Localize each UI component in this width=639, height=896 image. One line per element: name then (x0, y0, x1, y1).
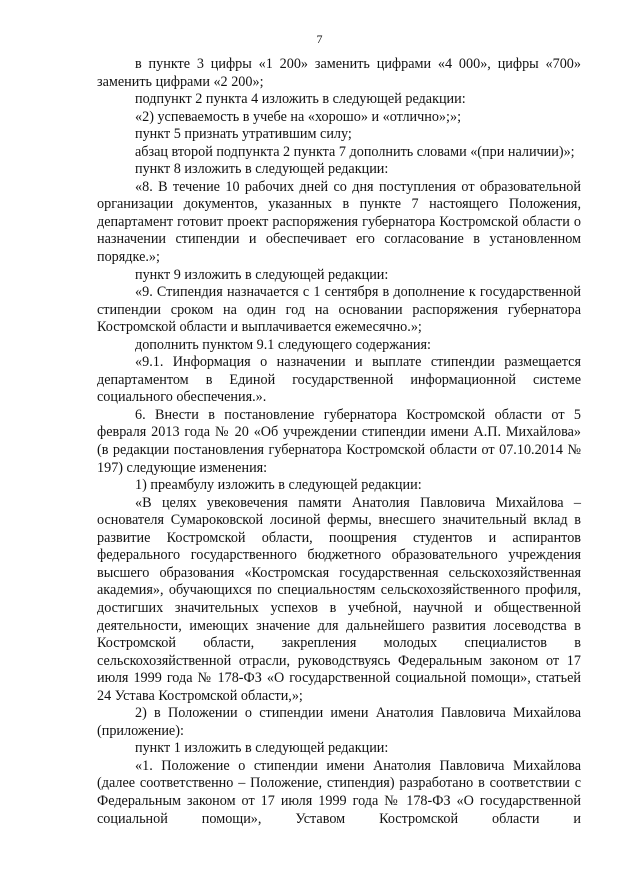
paragraph: 2) в Положении о стипендии имени Анатолия Павловича Михайлова (приложение): (97, 705, 581, 739)
paragraph: подпункт 2 пункта 4 изложить в следующей редакции: (135, 91, 466, 108)
paragraph: 1) преамбулу изложить в следующей редакции: (135, 477, 422, 494)
paragraph: «8. В течение 10 рабочих дней со дня поступления от образовательной организации документов, указанных в пункте 7 настоящего Положения, департамент готовит проект распоряжения губернатора Костромской области о назначении стипендии и обеспечивает его согласование в установленном порядке.»; (97, 178, 581, 266)
paragraph: пункт 5 признать утратившим силу; (135, 126, 352, 143)
paragraph: в пункте 3 цифры «1 200» заменить цифрами «4 000», цифры «700» заменить цифрами «2 200»; (97, 56, 581, 90)
paragraph: «В целях увековечения памяти Анатолия Павловича Михайлова – основателя Сумароковской лосиной фермы, внесшего значительный вклад в развитие Костромской области, поощрения студентов и аспирантов федерального государственного бюджетного образовательного учреждения высшего образования «Костромская государственная сельскохозяйственная академия», обучающихся по специальностям сельскохозяйственного профиля, достигших значительных успехов в учебной, научной и общественной деятельности, имеющих значение для дальнейшего развития лосеводства в Костромской области, закрепления молодых специалистов в сельскохозяйственной отрасли, руководствуясь Федеральным законом от 17 июля 1999 года № 178-ФЗ «О государственной социальной помощи», статьей 24 Устава Костромской области,»; (97, 494, 581, 704)
paragraph: дополнить пунктом 9.1 следующего содержания: (135, 336, 431, 353)
paragraph: пункт 9 изложить в следующей редакции: (135, 266, 389, 283)
page-number: 7 (316, 32, 323, 46)
document-body (97, 56, 581, 828)
paragraph: «1. Положение о стипендии имени Анатолия Павловича Михайлова (далее соответственно – Положение, стипендия) разработано в соответствии с Федеральным законом от 17 июля 1999 года № 178-ФЗ «О государственной социальной помощи», Уставом Костромской области и (97, 757, 581, 827)
paragraph: пункт 8 изложить в следующей редакции: (135, 161, 389, 178)
paragraph: 6. Внести в постановление губернатора Костромской области от 5 февраля 2013 года № 20 «Об учреждении стипендии имени А.П. Михайлова» (в редакции постановления губернатора Костромской области от 07.10.2014 № 197) следующие изменения: (97, 406, 581, 476)
paragraph: «9. Стипендия назначается с 1 сентября в дополнение к государственной стипендии сроком на один год на основании распоряжения губернатора Костромской области и выплачивается ежемесячно.»; (97, 284, 581, 336)
paragraph: «9.1. Информация о назначении и выплате стипендии размещается департаментом в Единой государственной информационной системе социального обеспечения.». (97, 354, 581, 406)
paragraph: пункт 1 изложить в следующей редакции: (135, 740, 389, 757)
paragraph: абзац второй подпункта 2 пункта 7 дополнить словами «(при наличии)»; (135, 143, 575, 160)
paragraph: «2) успеваемость в учебе на «хорошо» и «отлично»;»; (135, 108, 462, 125)
